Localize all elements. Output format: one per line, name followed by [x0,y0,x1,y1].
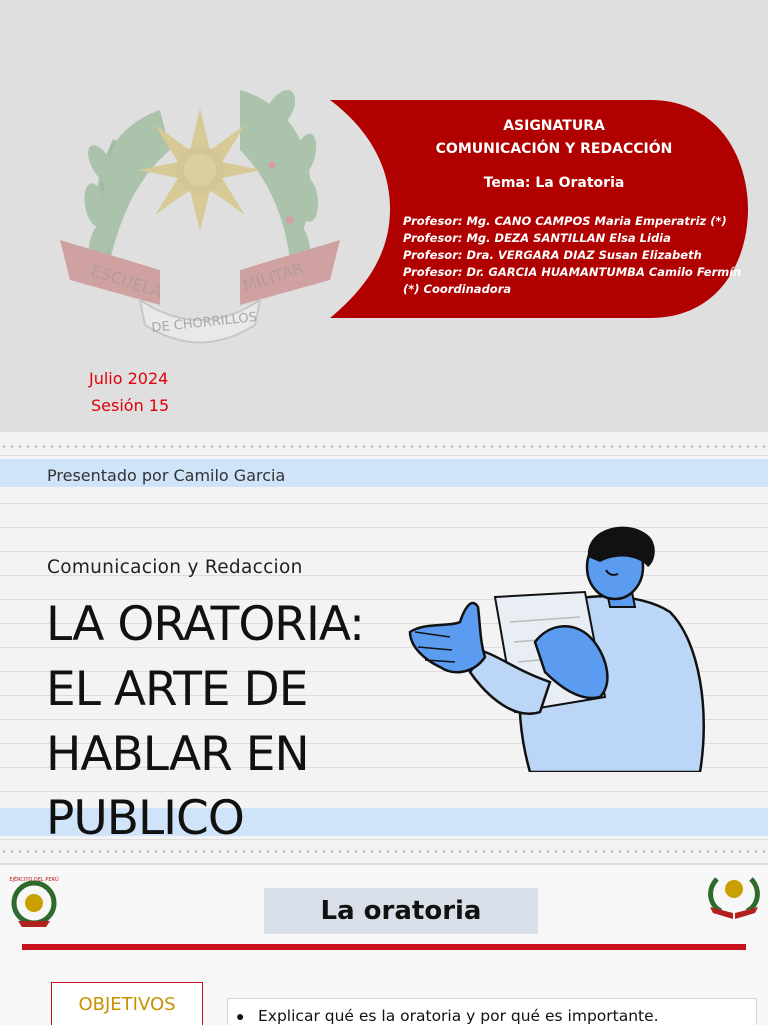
presenter-label: Presentado por Camilo Garcia [47,466,286,485]
emblem-text-escuela: ESCUELA [88,260,165,302]
emblem-text-chorrillos: DE CHORRILLOS [150,309,258,336]
title-line-4: PUBLICO [46,791,244,846]
objectives-label: OBJETIVOS [78,994,176,1015]
professor-4: Profesor: Dr. GARCIA HUAMANTUMBA Camilo Fermín [403,265,742,279]
slide-title: La oratoria [320,896,482,926]
objectives-box [51,982,203,1025]
objective-item: Explicar qué es la oratoria y por qué es importante. [258,1007,659,1025]
date-label: Julio 2024 [89,369,169,388]
title-line-2: EL ARTE DE [46,662,308,717]
dotted-border-top [0,444,768,449]
emblem-text-militar: MILITAR [240,258,306,296]
cover-slide [0,432,768,864]
professor-3: Profesor: Dra. VERGARA DIAZ Susan Elizabeth [403,248,702,262]
title-line-3: HABLAR EN [46,727,309,782]
subject-name: COMUNICACIÓN Y REDACCIÓN [435,141,673,157]
course-name: Comunicacion y Redaccion [47,557,303,578]
title-slide [0,0,768,432]
session-label: Sesión 15 [91,396,170,415]
content-slide [0,864,768,1025]
professor-1: Profesor: Mg. CANO CAMPOS Maria Emperatriz (*) [403,214,727,228]
red-divider [22,944,746,950]
bullet-icon: ● [236,1008,245,1024]
dotted-border-bottom [0,849,768,854]
army-logo-icon [8,873,60,931]
subject-label: ASIGNATURA [503,118,605,134]
topic-label: Tema: La Oratoria [483,175,625,191]
military-school-emblem [40,70,360,360]
title-line-1: LA ORATORIA: [46,597,364,652]
objective-list [227,998,757,1025]
professor-2: Profesor: Mg. DEZA SANTILLAN Elsa Lidia [403,231,671,245]
army-logo-text: EJÉRCITO DEL PERÚ [9,877,59,883]
title-box [264,888,538,934]
school-logo-icon [705,869,763,921]
speaker-illustration [400,522,720,772]
coordinator-note: (*) Coordinadora [403,282,512,296]
